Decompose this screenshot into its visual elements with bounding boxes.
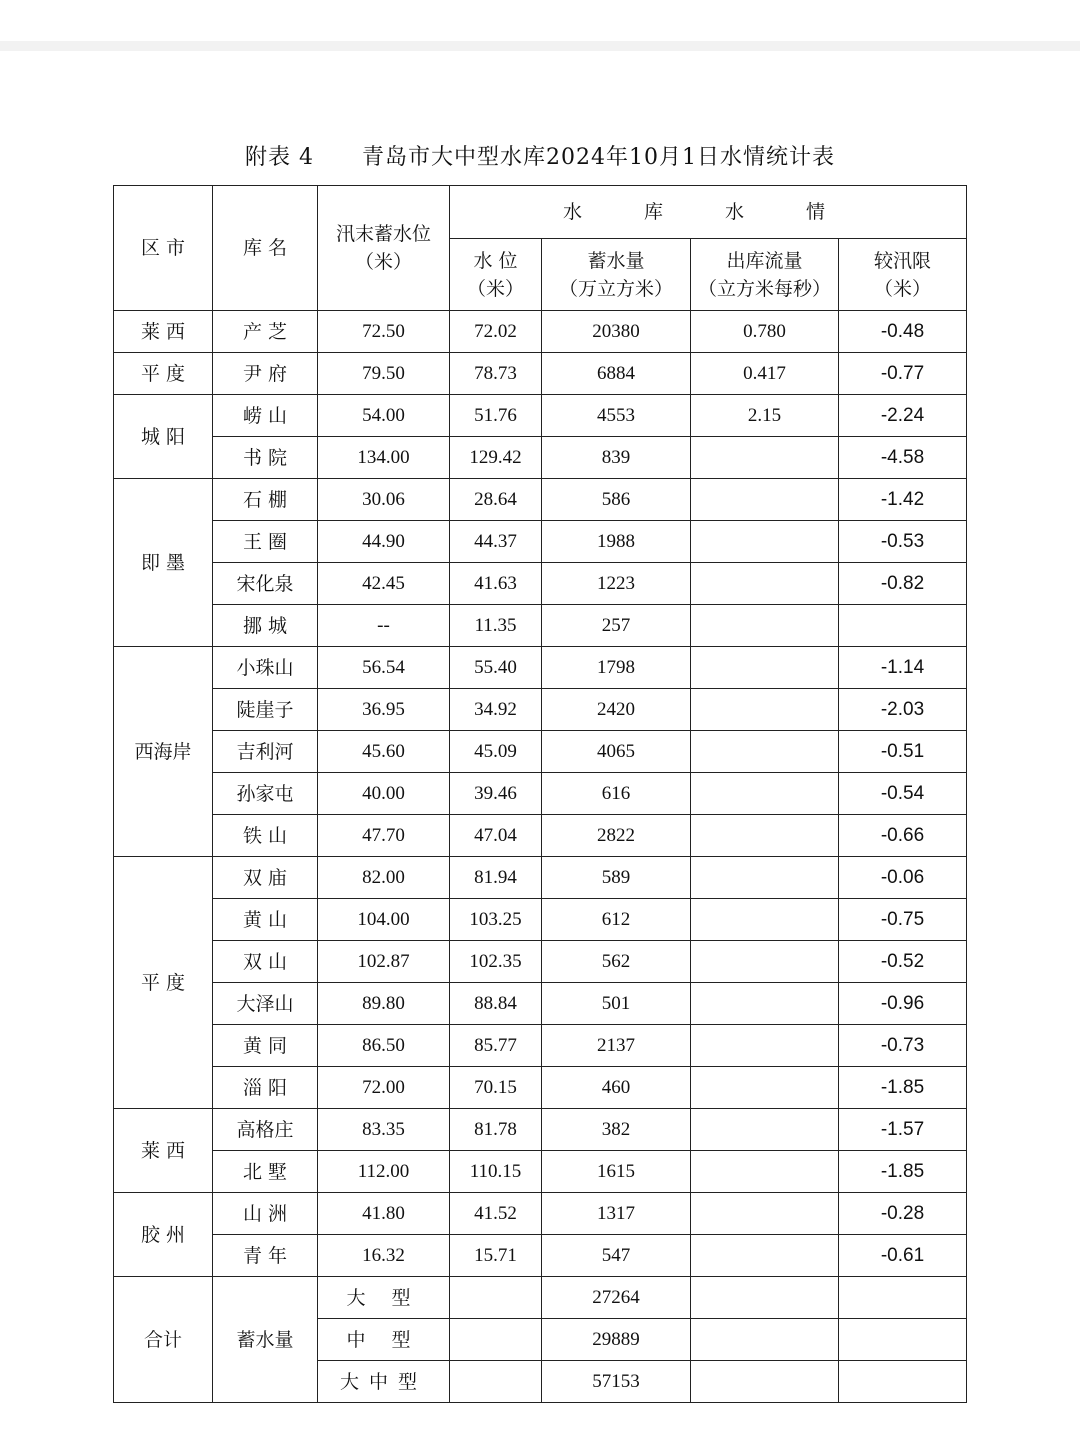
total-empty-diff-cell bbox=[839, 1277, 967, 1319]
flood-end-level-cell: 83.35 bbox=[318, 1109, 450, 1151]
flood-end-level-cell: 42.45 bbox=[318, 563, 450, 605]
vs-flood-limit-cell: -4.58 bbox=[839, 437, 967, 479]
outflow-cell bbox=[691, 1067, 839, 1109]
total-label-cell: 合计 bbox=[114, 1277, 213, 1403]
total-row bbox=[114, 1277, 967, 1319]
district-cell: 胶 州 bbox=[114, 1193, 213, 1277]
header-flood-end-level: 汛末蓄水位 （米） bbox=[318, 186, 450, 311]
header-district: 区 市 bbox=[114, 186, 213, 311]
water-level-cell: 41.52 bbox=[450, 1193, 542, 1235]
total-type-cell: 大 型 bbox=[318, 1277, 450, 1319]
table-row bbox=[114, 563, 967, 605]
flood-end-level-cell: -- bbox=[318, 605, 450, 647]
table-row bbox=[114, 479, 967, 521]
table-number: 附表 4 bbox=[245, 145, 314, 170]
storage-cell: 839 bbox=[542, 437, 691, 479]
storage-cell: 547 bbox=[542, 1235, 691, 1277]
district-cell: 西海岸 bbox=[114, 647, 213, 857]
reservoir-name-cell: 挪 城 bbox=[213, 605, 318, 647]
vs-flood-limit-cell: -2.24 bbox=[839, 395, 967, 437]
reservoir-name-cell: 铁 山 bbox=[213, 815, 318, 857]
flood-end-level-cell: 30.06 bbox=[318, 479, 450, 521]
reservoir-name-cell: 双 山 bbox=[213, 941, 318, 983]
table-row bbox=[114, 857, 967, 899]
total-type-cell: 中 型 bbox=[318, 1319, 450, 1361]
reservoir-name-cell: 吉利河 bbox=[213, 731, 318, 773]
outflow-cell: 0.780 bbox=[691, 311, 839, 353]
header-storage: 蓄水量 （万立方米） bbox=[542, 239, 691, 311]
storage-cell: 1223 bbox=[542, 563, 691, 605]
storage-cell: 589 bbox=[542, 857, 691, 899]
water-level-cell: 55.40 bbox=[450, 647, 542, 689]
total-empty-diff-cell bbox=[839, 1319, 967, 1361]
total-empty-level-cell bbox=[450, 1277, 542, 1319]
water-level-cell: 39.46 bbox=[450, 773, 542, 815]
flood-end-level-cell: 72.50 bbox=[318, 311, 450, 353]
reservoir-name-cell: 淄 阳 bbox=[213, 1067, 318, 1109]
total-storage-cell: 27264 bbox=[542, 1277, 691, 1319]
total-empty-outflow-cell bbox=[691, 1277, 839, 1319]
outflow-cell bbox=[691, 815, 839, 857]
storage-cell: 2420 bbox=[542, 689, 691, 731]
outflow-cell bbox=[691, 899, 839, 941]
water-level-cell: 41.63 bbox=[450, 563, 542, 605]
flood-end-level-cell: 44.90 bbox=[318, 521, 450, 563]
total-storage-cell: 57153 bbox=[542, 1361, 691, 1403]
outflow-cell bbox=[691, 647, 839, 689]
flood-end-level-cell: 45.60 bbox=[318, 731, 450, 773]
flood-end-level-cell: 86.50 bbox=[318, 1025, 450, 1067]
vs-flood-limit-cell: -1.42 bbox=[839, 479, 967, 521]
reservoir-name-cell: 产 芝 bbox=[213, 311, 318, 353]
reservoir-name-cell: 书 院 bbox=[213, 437, 318, 479]
table-row bbox=[114, 395, 967, 437]
water-level-cell: 81.94 bbox=[450, 857, 542, 899]
water-level-cell: 78.73 bbox=[450, 353, 542, 395]
storage-cell: 6884 bbox=[542, 353, 691, 395]
flood-end-level-cell: 102.87 bbox=[318, 941, 450, 983]
flood-end-level-cell: 79.50 bbox=[318, 353, 450, 395]
storage-cell: 2137 bbox=[542, 1025, 691, 1067]
outflow-cell bbox=[691, 731, 839, 773]
water-level-cell: 45.09 bbox=[450, 731, 542, 773]
vs-flood-limit-cell: -0.96 bbox=[839, 983, 967, 1025]
header-water-level: 水 位 （米） bbox=[450, 239, 542, 311]
storage-cell: 586 bbox=[542, 479, 691, 521]
outflow-cell bbox=[691, 983, 839, 1025]
vs-flood-limit-cell: -1.14 bbox=[839, 647, 967, 689]
vs-flood-limit-cell: -0.73 bbox=[839, 1025, 967, 1067]
flood-end-level-cell: 89.80 bbox=[318, 983, 450, 1025]
water-level-cell: 70.15 bbox=[450, 1067, 542, 1109]
outflow-cell bbox=[691, 1025, 839, 1067]
storage-cell: 382 bbox=[542, 1109, 691, 1151]
outflow-cell: 0.417 bbox=[691, 353, 839, 395]
vs-flood-limit-cell: -0.52 bbox=[839, 941, 967, 983]
storage-cell: 460 bbox=[542, 1067, 691, 1109]
table-row bbox=[114, 1193, 967, 1235]
outflow-cell bbox=[691, 1193, 839, 1235]
table-row bbox=[114, 311, 967, 353]
total-empty-diff-cell bbox=[839, 1361, 967, 1403]
vs-flood-limit-cell: -0.66 bbox=[839, 815, 967, 857]
outflow-cell bbox=[691, 479, 839, 521]
reservoir-name-cell: 黄 同 bbox=[213, 1025, 318, 1067]
reservoir-name-cell: 尹 府 bbox=[213, 353, 318, 395]
flood-end-level-cell: 41.80 bbox=[318, 1193, 450, 1235]
total-item-cell: 蓄水量 bbox=[213, 1277, 318, 1403]
flood-end-level-cell: 104.00 bbox=[318, 899, 450, 941]
water-level-cell: 103.25 bbox=[450, 899, 542, 941]
outflow-cell bbox=[691, 1109, 839, 1151]
reservoir-name-cell: 山 洲 bbox=[213, 1193, 318, 1235]
reservoir-name-cell: 大泽山 bbox=[213, 983, 318, 1025]
storage-cell: 1798 bbox=[542, 647, 691, 689]
flood-end-level-cell: 47.70 bbox=[318, 815, 450, 857]
vs-flood-limit-cell: -0.77 bbox=[839, 353, 967, 395]
water-level-cell: 88.84 bbox=[450, 983, 542, 1025]
table-row bbox=[114, 689, 967, 731]
total-type-cell: 大中型 bbox=[318, 1361, 450, 1403]
flood-end-level-cell: 40.00 bbox=[318, 773, 450, 815]
total-empty-level-cell bbox=[450, 1361, 542, 1403]
storage-cell: 616 bbox=[542, 773, 691, 815]
vs-flood-limit-cell: -0.54 bbox=[839, 773, 967, 815]
water-level-cell: 47.04 bbox=[450, 815, 542, 857]
flood-end-level-cell: 36.95 bbox=[318, 689, 450, 731]
table-row bbox=[114, 773, 967, 815]
water-level-cell: 11.35 bbox=[450, 605, 542, 647]
outflow-cell bbox=[691, 941, 839, 983]
water-level-cell: 110.15 bbox=[450, 1151, 542, 1193]
vs-flood-limit-cell: -0.53 bbox=[839, 521, 967, 563]
flood-end-level-cell: 56.54 bbox=[318, 647, 450, 689]
vs-flood-limit-cell: -0.82 bbox=[839, 563, 967, 605]
table-row bbox=[114, 1235, 967, 1277]
table-row bbox=[114, 1109, 967, 1151]
flood-end-level-cell: 82.00 bbox=[318, 857, 450, 899]
header-vs-flood-limit: 较汛限 （米） bbox=[839, 239, 967, 311]
storage-cell: 4065 bbox=[542, 731, 691, 773]
reservoir-name-cell: 小珠山 bbox=[213, 647, 318, 689]
water-level-cell: 81.78 bbox=[450, 1109, 542, 1151]
table-row bbox=[114, 1067, 967, 1109]
storage-cell: 2822 bbox=[542, 815, 691, 857]
vs-flood-limit-cell: -0.28 bbox=[839, 1193, 967, 1235]
vs-flood-limit-cell: -0.48 bbox=[839, 311, 967, 353]
water-level-cell: 102.35 bbox=[450, 941, 542, 983]
table-row bbox=[114, 353, 967, 395]
storage-cell: 20380 bbox=[542, 311, 691, 353]
table-row bbox=[114, 941, 967, 983]
reservoir-name-cell: 宋化泉 bbox=[213, 563, 318, 605]
outflow-cell bbox=[691, 521, 839, 563]
reservoir-name-cell: 孙家屯 bbox=[213, 773, 318, 815]
flood-end-level-cell: 54.00 bbox=[318, 395, 450, 437]
table-row bbox=[114, 731, 967, 773]
flood-end-level-cell: 72.00 bbox=[318, 1067, 450, 1109]
flood-end-level-cell: 16.32 bbox=[318, 1235, 450, 1277]
total-empty-outflow-cell bbox=[691, 1319, 839, 1361]
outflow-cell bbox=[691, 1235, 839, 1277]
table-row bbox=[114, 521, 967, 563]
water-level-cell: 28.64 bbox=[450, 479, 542, 521]
district-cell: 城 阳 bbox=[114, 395, 213, 479]
district-cell: 莱 西 bbox=[114, 311, 213, 353]
district-cell: 莱 西 bbox=[114, 1109, 213, 1193]
outflow-cell bbox=[691, 1151, 839, 1193]
total-empty-level-cell bbox=[450, 1319, 542, 1361]
district-cell: 平 度 bbox=[114, 353, 213, 395]
storage-cell: 612 bbox=[542, 899, 691, 941]
outflow-cell bbox=[691, 773, 839, 815]
outflow-cell bbox=[691, 857, 839, 899]
water-level-cell: 72.02 bbox=[450, 311, 542, 353]
outflow-cell: 2.15 bbox=[691, 395, 839, 437]
table-title: 青岛市大中型水库2024年10月1日水情统计表 bbox=[362, 145, 835, 170]
vs-flood-limit-cell: -2.03 bbox=[839, 689, 967, 731]
vs-flood-limit-cell: -1.57 bbox=[839, 1109, 967, 1151]
top-divider-bar bbox=[0, 41, 1080, 51]
table-row bbox=[114, 1151, 967, 1193]
total-storage-cell: 29889 bbox=[542, 1319, 691, 1361]
reservoir-name-cell: 黄 山 bbox=[213, 899, 318, 941]
outflow-cell bbox=[691, 563, 839, 605]
vs-flood-limit-cell: -0.06 bbox=[839, 857, 967, 899]
reservoir-name-cell: 王 圈 bbox=[213, 521, 318, 563]
table-row bbox=[114, 647, 967, 689]
storage-cell: 4553 bbox=[542, 395, 691, 437]
reservoir-name-cell: 青 年 bbox=[213, 1235, 318, 1277]
water-level-cell: 34.92 bbox=[450, 689, 542, 731]
reservoir-name-cell: 双 庙 bbox=[213, 857, 318, 899]
vs-flood-limit-cell: -1.85 bbox=[839, 1067, 967, 1109]
table-row bbox=[114, 1025, 967, 1067]
table-row bbox=[114, 983, 967, 1025]
reservoir-name-cell: 高格庄 bbox=[213, 1109, 318, 1151]
vs-flood-limit-cell bbox=[839, 605, 967, 647]
reservoir-name-cell: 石 棚 bbox=[213, 479, 318, 521]
vs-flood-limit-cell: -0.61 bbox=[839, 1235, 967, 1277]
storage-cell: 562 bbox=[542, 941, 691, 983]
outflow-cell bbox=[691, 605, 839, 647]
storage-cell: 257 bbox=[542, 605, 691, 647]
outflow-cell bbox=[691, 689, 839, 731]
header-outflow: 出库流量 （立方米每秒） bbox=[691, 239, 839, 311]
water-level-cell: 85.77 bbox=[450, 1025, 542, 1067]
outflow-cell bbox=[691, 437, 839, 479]
table-row bbox=[114, 899, 967, 941]
vs-flood-limit-cell: -1.85 bbox=[839, 1151, 967, 1193]
total-empty-outflow-cell bbox=[691, 1361, 839, 1403]
water-level-cell: 129.42 bbox=[450, 437, 542, 479]
storage-cell: 1988 bbox=[542, 521, 691, 563]
district-cell: 即 墨 bbox=[114, 479, 213, 647]
vs-flood-limit-cell: -0.51 bbox=[839, 731, 967, 773]
water-level-cell: 15.71 bbox=[450, 1235, 542, 1277]
water-level-cell: 44.37 bbox=[450, 521, 542, 563]
table-row bbox=[114, 605, 967, 647]
storage-cell: 1615 bbox=[542, 1151, 691, 1193]
storage-cell: 1317 bbox=[542, 1193, 691, 1235]
table-row bbox=[114, 437, 967, 479]
vs-flood-limit-cell: -0.75 bbox=[839, 899, 967, 941]
storage-cell: 501 bbox=[542, 983, 691, 1025]
header-reservoir: 库 名 bbox=[213, 186, 318, 311]
reservoir-name-cell: 陡崖子 bbox=[213, 689, 318, 731]
district-cell: 平 度 bbox=[114, 857, 213, 1109]
reservoir-name-cell: 崂 山 bbox=[213, 395, 318, 437]
reservoir-name-cell: 北 墅 bbox=[213, 1151, 318, 1193]
flood-end-level-cell: 112.00 bbox=[318, 1151, 450, 1193]
page-title bbox=[0, 140, 1080, 171]
reservoir-table bbox=[113, 185, 967, 1403]
table-row bbox=[114, 815, 967, 857]
header-reservoir-status-group: 水 库 水 情 bbox=[450, 186, 967, 239]
water-level-cell: 51.76 bbox=[450, 395, 542, 437]
flood-end-level-cell: 134.00 bbox=[318, 437, 450, 479]
